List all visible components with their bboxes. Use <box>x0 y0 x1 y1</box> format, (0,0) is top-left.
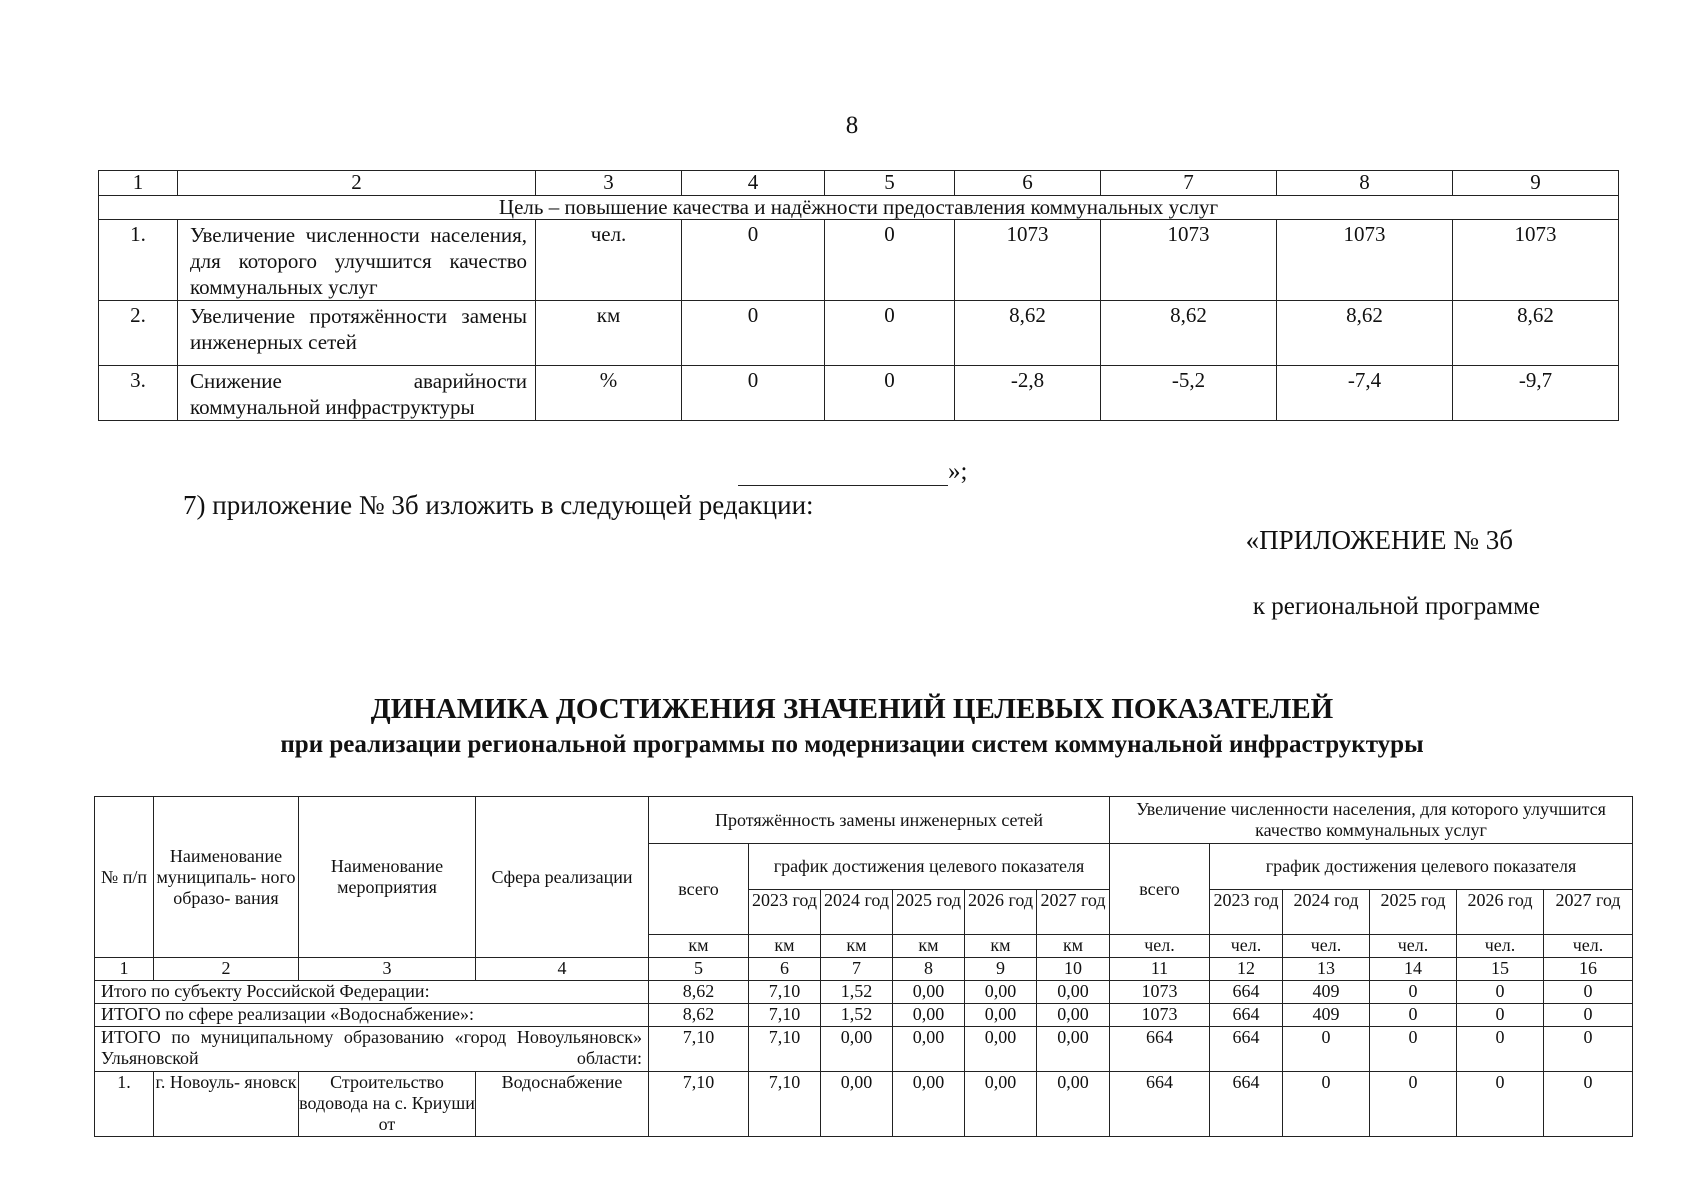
value: 1,52 <box>821 981 893 1004</box>
value: 0,00 <box>1037 1072 1110 1137</box>
value: 7,10 <box>649 1072 749 1137</box>
header-year: 2023 год <box>1210 890 1283 935</box>
value: 0,00 <box>1037 1027 1110 1072</box>
value: 0,00 <box>821 1072 893 1137</box>
value: 1,52 <box>821 1004 893 1027</box>
value: 1073 <box>955 220 1101 301</box>
column-number: 7 <box>821 958 893 981</box>
value: 1073 <box>1110 981 1210 1004</box>
goal-row <box>99 196 1619 220</box>
unit-people: чел. <box>1457 935 1544 958</box>
header-network-group: Протяжённость замены инженерных сетей <box>649 797 1110 844</box>
value: 664 <box>1110 1072 1210 1137</box>
value: 8,62 <box>955 301 1101 366</box>
value: 0 <box>682 301 825 366</box>
summary-row <box>95 981 1633 1004</box>
header-schedule-population: график достижения целевого показателя <box>1210 844 1633 890</box>
unit-km: км <box>893 935 965 958</box>
unit: % <box>536 366 682 421</box>
header-year: 2024 год <box>821 890 893 935</box>
table-row <box>99 301 1619 366</box>
header-total-people: всего <box>1110 844 1210 935</box>
value: 1073 <box>1110 1004 1210 1027</box>
summary-label: ИТОГО по сфере реализации «Водоснабжение»: <box>95 1004 649 1027</box>
value: 8,62 <box>1277 301 1453 366</box>
value: 664 <box>1210 1072 1283 1137</box>
value: 7,10 <box>649 1027 749 1072</box>
column-number: 6 <box>749 958 821 981</box>
header-year: 2027 год <box>1037 890 1110 935</box>
appendix-subtitle: к региональной программе <box>1252 593 1540 620</box>
value: 7,10 <box>749 981 821 1004</box>
goal-text: Цель – повышение качества и надёжности предоставления коммунальных услуг <box>99 196 1619 220</box>
column-number: 14 <box>1370 958 1457 981</box>
header-population-group: Увеличение численности населения, для которого улучшится качество коммунальных услуг <box>1110 797 1633 844</box>
value: 0 <box>1457 1072 1544 1137</box>
column-number: 16 <box>1544 958 1633 981</box>
column-number: 11 <box>1110 958 1210 981</box>
summary-row <box>95 1027 1633 1072</box>
unit-km: км <box>965 935 1037 958</box>
table-row <box>95 1072 1633 1137</box>
indicators-table <box>98 170 1619 421</box>
value: 0 <box>1544 981 1633 1004</box>
header-year: 2026 год <box>1457 890 1544 935</box>
value: 0 <box>1457 981 1544 1004</box>
value: 0,00 <box>821 1027 893 1072</box>
column-number: 10 <box>1037 958 1110 981</box>
unit: км <box>536 301 682 366</box>
closing-mark <box>738 458 967 486</box>
column-number: 6 <box>955 171 1101 196</box>
unit-km: км <box>821 935 893 958</box>
column-number-row <box>99 171 1619 196</box>
value: 0 <box>1544 1004 1633 1027</box>
value: 0 <box>1370 981 1457 1004</box>
row-number: 2. <box>99 301 178 366</box>
header-measure: Наименование мероприятия <box>299 797 476 958</box>
column-number: 1 <box>95 958 154 981</box>
value: 0 <box>1457 1027 1544 1072</box>
column-number: 8 <box>1277 171 1453 196</box>
value: -7,4 <box>1277 366 1453 421</box>
value: 0 <box>682 366 825 421</box>
unit-km: км <box>749 935 821 958</box>
value: 0,00 <box>965 1027 1037 1072</box>
row-number: 1. <box>99 220 178 301</box>
column-number: 8 <box>893 958 965 981</box>
summary-label: Итого по субъекту Российской Федерации: <box>95 981 649 1004</box>
main-title: ДИНАМИКА ДОСТИЖЕНИЯ ЗНАЧЕНИЙ ЦЕЛЕВЫХ ПОКАЗАТЕЛЕЙ <box>370 693 1334 725</box>
header-year: 2025 год <box>1370 890 1457 935</box>
value: 8,62 <box>1101 301 1277 366</box>
unit: чел. <box>536 220 682 301</box>
sphere-name: Водоснабжение <box>476 1072 649 1137</box>
value: 0,00 <box>965 981 1037 1004</box>
value: -9,7 <box>1453 366 1619 421</box>
value: 0 <box>1544 1072 1633 1137</box>
value: 8,62 <box>649 1004 749 1027</box>
column-number: 15 <box>1457 958 1544 981</box>
table-row <box>99 366 1619 421</box>
header-num: № п/п <box>95 797 154 958</box>
header-municipality: Наименование муниципаль- ного образо- вания <box>154 797 299 958</box>
unit-people: чел. <box>1283 935 1370 958</box>
column-number: 9 <box>965 958 1037 981</box>
unit-people: чел. <box>1370 935 1457 958</box>
column-number: 2 <box>178 171 536 196</box>
value: 664 <box>1210 1004 1283 1027</box>
column-number: 2 <box>154 958 299 981</box>
value: 0,00 <box>965 1004 1037 1027</box>
column-number-row <box>95 958 1633 981</box>
column-number: 3 <box>536 171 682 196</box>
column-number: 7 <box>1101 171 1277 196</box>
value: 0 <box>1544 1027 1633 1072</box>
value: -2,8 <box>955 366 1101 421</box>
underline <box>738 463 948 486</box>
column-number: 13 <box>1283 958 1370 981</box>
column-number: 1 <box>99 171 178 196</box>
header-row <box>95 797 1633 844</box>
value: 0 <box>1283 1027 1370 1072</box>
unit-km: км <box>1037 935 1110 958</box>
unit-people: чел. <box>1210 935 1283 958</box>
unit-km: км <box>649 935 749 958</box>
header-year: 2024 год <box>1283 890 1370 935</box>
value: 0 <box>1283 1072 1370 1137</box>
value: 409 <box>1283 1004 1370 1027</box>
value: 0 <box>1370 1004 1457 1027</box>
dynamics-table <box>94 796 1633 1137</box>
value: 0,00 <box>893 1072 965 1137</box>
value: 664 <box>1110 1027 1210 1072</box>
value: 0 <box>682 220 825 301</box>
value: 7,10 <box>749 1004 821 1027</box>
value: 0 <box>1457 1004 1544 1027</box>
value: 1073 <box>1277 220 1453 301</box>
value: 0,00 <box>1037 981 1110 1004</box>
header-schedule-network: график достижения целевого показателя <box>749 844 1110 890</box>
value: 7,10 <box>749 1027 821 1072</box>
value: 0,00 <box>893 1004 965 1027</box>
appendix-title: «ПРИЛОЖЕНИЕ № 3б <box>1245 525 1513 555</box>
value: 0 <box>1370 1027 1457 1072</box>
column-number: 4 <box>682 171 825 196</box>
indicator-name: Увеличение протяжённости замены инженерных сетей <box>178 301 536 366</box>
closing-quote: »; <box>948 458 968 485</box>
value: 664 <box>1210 981 1283 1004</box>
column-number: 4 <box>476 958 649 981</box>
column-number: 9 <box>1453 171 1619 196</box>
column-number: 12 <box>1210 958 1283 981</box>
page-number: 8 <box>845 112 859 139</box>
value: 0 <box>825 220 955 301</box>
column-number: 3 <box>299 958 476 981</box>
unit-people: чел. <box>1544 935 1633 958</box>
header-year: 2023 год <box>749 890 821 935</box>
row-number: 3. <box>99 366 178 421</box>
value: 0 <box>825 301 955 366</box>
value: -5,2 <box>1101 366 1277 421</box>
indicator-name: Увеличение численности населения, для которого улучшится качество коммунальных услуг <box>178 220 536 301</box>
value: 8,62 <box>1453 301 1619 366</box>
sub-title: при реализации региональной программы по модернизации систем коммунальной инфраструктуры <box>280 731 1424 758</box>
summary-row <box>95 1004 1633 1027</box>
table-row <box>99 220 1619 301</box>
instruction-text: 7) приложение № 3б изложить в следующей редакции: <box>183 490 814 520</box>
indicator-name: Снижение аварийности коммунальной инфраструктуры <box>178 366 536 421</box>
value: 0,00 <box>893 1027 965 1072</box>
unit-people: чел. <box>1110 935 1210 958</box>
column-number: 5 <box>825 171 955 196</box>
value: 0 <box>1370 1072 1457 1137</box>
header-year: 2025 год <box>893 890 965 935</box>
value: 664 <box>1210 1027 1283 1072</box>
header-sphere: Сфера реализации <box>476 797 649 958</box>
header-year: 2027 год <box>1544 890 1633 935</box>
value: 1073 <box>1453 220 1619 301</box>
value: 0,00 <box>1037 1004 1110 1027</box>
value: 8,62 <box>649 981 749 1004</box>
value: 409 <box>1283 981 1370 1004</box>
value: 0 <box>825 366 955 421</box>
measure-name: Строительство водовода на с. Криуши от <box>299 1072 476 1137</box>
column-number: 5 <box>649 958 749 981</box>
row-number: 1. <box>95 1072 154 1137</box>
summary-label: ИТОГО по муниципальному образованию «город Новоульяновск» Ульяновской области: <box>95 1027 649 1072</box>
value: 0,00 <box>965 1072 1037 1137</box>
header-total-km: всего <box>649 844 749 935</box>
municipality-name: г. Новоуль- яновск <box>154 1072 299 1137</box>
value: 0,00 <box>893 981 965 1004</box>
value: 7,10 <box>749 1072 821 1137</box>
header-year: 2026 год <box>965 890 1037 935</box>
value: 1073 <box>1101 220 1277 301</box>
